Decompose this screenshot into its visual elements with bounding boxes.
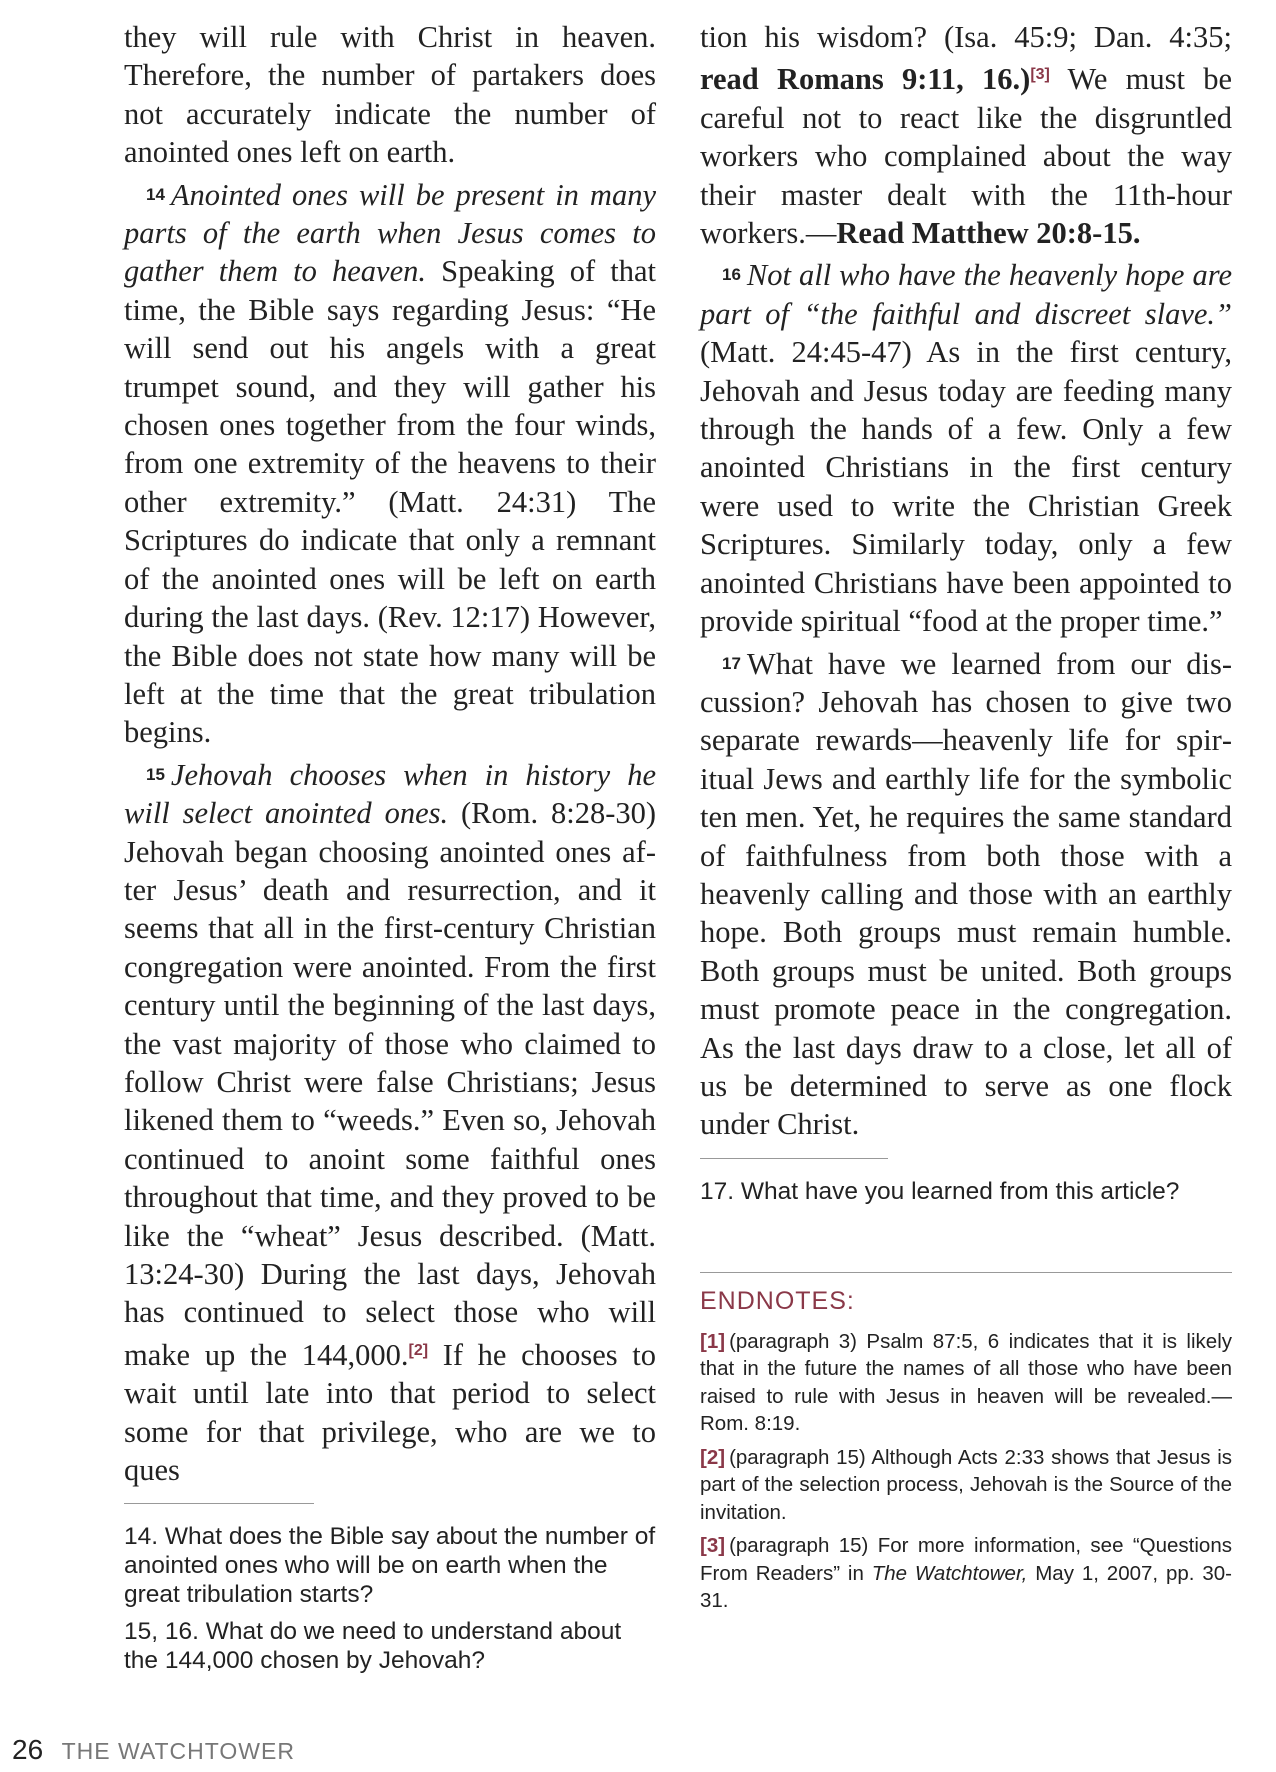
question-number: 17. — [700, 1177, 735, 1205]
paragraph-text: tion his wisdom? (Isa. 45:9; Dan. 4:35; — [700, 20, 1232, 54]
page-footer — [12, 1734, 295, 1766]
paragraph-text-continued: We must be careful not to react like the disgruntled workers who complained about the way their master dealt with the 11th-hour workers.— — [700, 62, 1232, 251]
paragraph-14 — [124, 176, 656, 752]
question-number: 15, 16. — [124, 1618, 199, 1646]
endnote-2 — [700, 1444, 1232, 1527]
endnote-link-3[interactable]: [3] — [1030, 66, 1050, 84]
paragraph-lead: Not all who have the heavenly hope are part of “the faithful and discreet slave.” — [700, 258, 1232, 331]
endnote-1 — [700, 1328, 1232, 1438]
study-question-17 — [700, 1177, 1232, 1206]
endnote-3 — [700, 1532, 1232, 1615]
question-number: 14. — [124, 1523, 159, 1551]
study-question-14 — [124, 1522, 656, 1609]
paragraph-number: 14 — [146, 184, 165, 204]
question-text: What does the Bible say about the number of anointed ones who will be on earth when the great tribulation starts? — [124, 1523, 656, 1609]
paragraph-text-continued: If he chooses to wait until late into that period to select some for that privilege, who are we to ques — [124, 1337, 656, 1488]
paragraph-15-continued — [700, 18, 1232, 252]
study-question-15-16 — [124, 1617, 656, 1675]
question-text: What do we need to understand about the 144,000 chosen by Jehovah? — [124, 1618, 622, 1675]
paragraph-lead: Anointed ones will be present in many parts of the earth when Jesus comes to gather them to heaven. — [124, 177, 656, 289]
endnotes-heading: ENDNOTES: — [700, 1286, 855, 1315]
paragraph-lead: Jehovah chooses when in history he will select anointed ones. — [124, 757, 656, 831]
endnote-mark[interactable]: [2] — [700, 1445, 726, 1469]
endnote-mark[interactable]: [3] — [700, 1534, 726, 1558]
paragraph-15 — [124, 756, 656, 1490]
paragraph-16 — [700, 256, 1232, 640]
endnote-mark[interactable]: [1] — [700, 1329, 726, 1353]
magazine-title: THE WATCHTOWER — [61, 1738, 295, 1764]
paragraph-text: (Rom. 8:28-30) Jehovah began choosing anointed ones after Jesus’ death and resurrection, and it seems that all in the first-century Christian congregation were anointed. From the first century until the beginning of the last days, the vast majority of those who claimed to follow Christ were false Christians; Jesus likened them to “weeds.” Even so, Jehovah continued to anoint some faithful ones throughout that time, and they proved to be like the “wheat” Jesus described. (Matt. 13:24-30) During the last days, Jehovah has continued to select those who will make up the 144,000. — [124, 796, 657, 1372]
paragraph-text: What have we learned from our discussion? Jehovah has chosen to give two separate rewards—heavenly life for spiritual Jews and earthly life for the symbolic ten men. Yet, he requires the same standard of faithfulness from both those with a heavenly calling and those with an earthly hope. Both groups must remain humble. Both groups must be united. Both groups must promote peace in the congregation. As the last days draw to a close, let all of us be determined to serve as one flock under Christ. — [700, 646, 1232, 1142]
paragraph-17 — [700, 645, 1232, 1144]
endnote-text: (paragraph 15) Although Acts 2:33 shows that Jesus is part of the selection process, Jehovah is the Source of the invitation. — [700, 1445, 1232, 1524]
paragraph-text: Speaking of that time, the Bible says regarding Jesus: “He will send out his angels with a great trumpet sound, and they will gather his chosen ones together from the four winds, from one extremity of the heavens to their other extremity.” (Matt. 24:31) The Scriptures do indicate that only a remnant of the anointed ones will be left on earth during the last days. (Rev. 12:17) However, the Bible does not state how many will be left at the time that the great tribulation begins. — [124, 254, 656, 750]
endnote-text-continued: May 1, 2007, pp. 30-31. — [700, 1561, 1232, 1613]
divider — [124, 1503, 314, 1504]
endnote-text: (paragraph 3) Psalm 87:5, 6 indicates that it is likely that in the future the names of all those who have been raised to rule with Jesus in heaven will be revealed.—Rom. 8:19. — [700, 1329, 1232, 1436]
endnotes-divider — [700, 1272, 1232, 1273]
right-column — [700, 18, 1232, 1621]
endnote-text: (paragraph 15) For more information, see “Questions From Readers” in — [700, 1534, 1232, 1585]
endnote-link-2[interactable]: [2] — [408, 1341, 429, 1359]
paragraph-text: (Matt. 24:45-47) As in the first century, Jehovah and Jesus today are feeding many through the hands of a few. Only a few anointed Christians in the first century were used to write the Christian Greek Scriptures. Similarly today, only a few anointed Christians have been appointed to provide spiritual “food at the proper time.” — [700, 335, 1232, 639]
question-text: What have you learned from this article? — [734, 1177, 1180, 1205]
paragraph-number: 15 — [146, 764, 165, 784]
paragraph-13-continued: they will rule with Christ in heaven. Therefore, the number of partakers does not accurately indicate the number of anointed ones left on earth. — [124, 20, 656, 170]
divider — [700, 1158, 888, 1159]
left-column — [124, 18, 656, 1683]
paragraph-number: 16 — [722, 265, 741, 285]
paragraph-number: 17 — [722, 653, 741, 673]
publication-title: The Watchtower, — [871, 1561, 1028, 1585]
scripture-reference[interactable]: read Romans 9:11, 16.) — [700, 62, 1031, 97]
page-number: 26 — [12, 1734, 44, 1765]
scripture-reference[interactable]: Read Matthew 20:8-15. — [836, 216, 1141, 251]
